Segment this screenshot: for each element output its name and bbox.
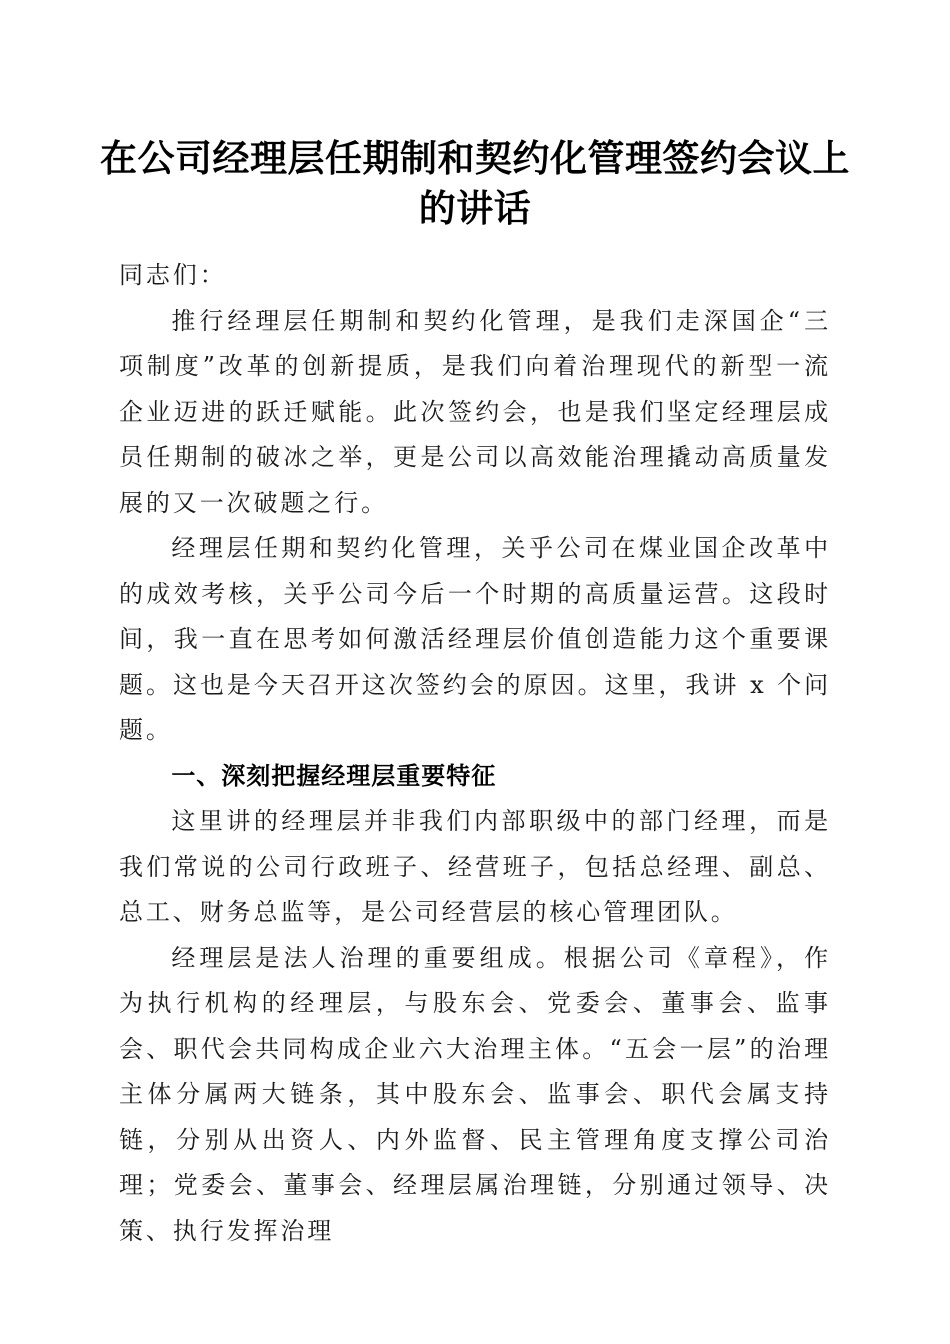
section-heading: 一、深刻把握经理层重要特征 <box>171 761 497 790</box>
document-title: 在公司经理层任期制和契约化管理签约会议上的讲话 <box>100 136 850 230</box>
paragraph: 经理层任期和契约化管理，关乎公司在煤业国企改革中的成效考核，关乎公司今后一个时期的高质量运营。这段时间，我一直在思考如何激活经理层价值创造能力这个重要课题。这也是今天召开这次签约会的原因。这里，我讲 x 个问题。 <box>119 534 831 744</box>
paragraph: 这里讲的经理层并非我们内部职级中的部门经理，而是我们常说的公司行政班子、经营班子，包括总经理、副总、总工、财务总监等，是公司经营层的核心管理团队。 <box>119 807 831 926</box>
paragraph: 推行经理层任期制和契约化管理，是我们走深国企“三项制度”改革的创新提质，是我们向着治理现代的新型一流企业迈进的跃迁赋能。此次签约会，也是我们坚定经理层成员任期制的破冰之举，更是公司以高效能治理撬动高质量发展的又一次破题之行。 <box>119 306 831 517</box>
paragraph: 经理层是法人治理的重要组成。根据公司《章程》，作为执行机构的经理层，与股东会、党委会、董事会、监事会、职代会共同构成企业六大治理主体。“五会一层”的治理主体分属两大链条，其中股东会、监事会、职代会属支持链，分别从出资人、内外监督、民主管理角度支撑公司治理；党委会、董事会、经理层属治理链，分别通过领导、决策、执行发挥治理 <box>119 943 831 1245</box>
salutation: 同志们： <box>119 261 227 289</box>
document-body <box>119 253 831 1254</box>
